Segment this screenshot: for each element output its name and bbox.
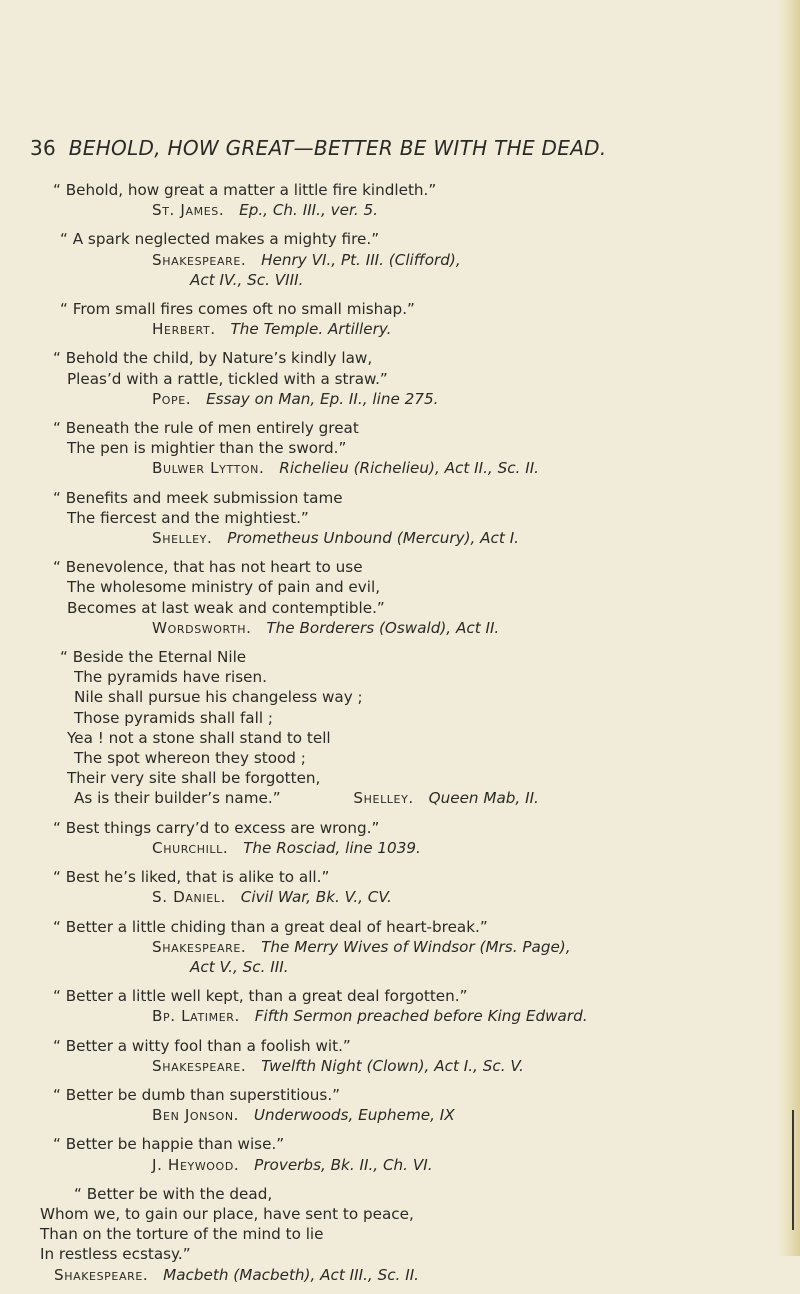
work: Civil War, Bk. V., CV. xyxy=(240,888,392,907)
author: Bp. Latimer. xyxy=(152,1007,240,1026)
author: Ben Jonson. xyxy=(152,1106,240,1125)
author: St. James. xyxy=(152,201,225,220)
attribution xyxy=(353,788,538,808)
quote-line: “ Best things carry’d to excess are wrong.” xyxy=(53,818,380,837)
work: The Rosciad, line 1039. xyxy=(243,838,421,857)
author: Churchill. xyxy=(152,838,229,857)
quote-line: “ Beneath the rule of men entirely great xyxy=(53,419,359,438)
author: Herbert. xyxy=(152,320,216,339)
quote-line: Whom we, to gain our place, have sent to peace, xyxy=(40,1204,414,1223)
author: Shakespeare. xyxy=(152,250,247,269)
page-header xyxy=(30,136,607,160)
attribution xyxy=(40,1006,760,1026)
binding-line xyxy=(792,1110,794,1230)
quote-line: The spot whereon they stood ; xyxy=(74,749,306,768)
quotation-entry xyxy=(40,348,760,409)
work: Proverbs, Bk. II., Ch. VI. xyxy=(254,1155,433,1174)
work: Queen Mab, II. xyxy=(428,789,539,808)
attribution xyxy=(40,389,760,409)
work: Henry VI., Pt. III. (Clifford), xyxy=(261,250,461,269)
quote-line: “ Benefits and meek submission tame xyxy=(53,488,343,507)
quotation-entry xyxy=(40,986,760,1026)
running-title: BEHOLD, HOW GREAT—BETTER BE WITH THE DEAD. xyxy=(68,136,607,160)
work: Underwoods, Eupheme, IX xyxy=(253,1106,455,1125)
author: Pope. xyxy=(152,389,192,408)
quotation-entry xyxy=(40,229,760,290)
author: Shakespeare. xyxy=(54,1265,149,1284)
author: S. Daniel. xyxy=(152,888,226,907)
quote-line: “ Behold, how great a matter a little fire kindleth.” xyxy=(53,181,437,199)
work: Essay on Man, Ep. II., line 275. xyxy=(206,389,439,408)
work-continued: Act V., Sc. III. xyxy=(190,957,289,976)
attribution xyxy=(40,838,760,858)
attribution xyxy=(40,458,760,478)
author: Bulwer Lytton. xyxy=(152,459,265,478)
quote-line: Becomes at last weak and contemptible.” xyxy=(67,598,385,617)
quote-line: “ Better be with the dead, xyxy=(74,1184,273,1203)
attribution xyxy=(40,1265,760,1285)
quotation-entry xyxy=(40,418,760,479)
work: The Temple. Artillery. xyxy=(230,320,392,339)
quote-line: Yea ! not a stone shall stand to tell xyxy=(67,728,331,747)
work: Ep., Ch. III., ver. 5. xyxy=(239,201,378,220)
quote-line: Than on the torture of the mind to lie xyxy=(40,1225,324,1244)
attribution xyxy=(40,1155,760,1175)
attribution xyxy=(40,1056,760,1076)
work: The Borderers (Oswald), Act II. xyxy=(266,618,500,637)
work: Fifth Sermon preached before King Edward. xyxy=(254,1007,588,1026)
page-edge-shadow xyxy=(778,0,800,1256)
quotation-entry xyxy=(40,647,760,809)
quote-line: Those pyramids shall fall ; xyxy=(74,708,274,727)
work-continued: Act IV., Sc. VIII. xyxy=(190,270,304,289)
quote-line: The pyramids have risen. xyxy=(74,668,267,687)
quotation-entry xyxy=(40,1134,760,1174)
quote-line: The wholesome ministry of pain and evil, xyxy=(67,578,381,597)
attribution xyxy=(40,250,760,270)
author: Wordsworth. xyxy=(152,618,252,637)
quote-line: Their very site shall be forgotten, xyxy=(67,769,321,788)
quote-line xyxy=(40,788,760,808)
attribution xyxy=(40,319,760,339)
quote-line: “ Beside the Eternal Nile xyxy=(60,648,247,667)
quotation-entry xyxy=(40,299,760,339)
quote-line: “ Better be happie than wise.” xyxy=(53,1135,285,1154)
quote-line: “ Better a little well kept, than a great deal forgotten.” xyxy=(53,987,468,1006)
quotation-entry xyxy=(40,488,760,549)
quote-line: “ Behold the child, by Nature’s kindly law, xyxy=(53,349,373,368)
work: Prometheus Unbound (Mercury), Act I. xyxy=(227,529,520,548)
author: Shakespeare. xyxy=(152,937,247,956)
author: Shakespeare. xyxy=(152,1056,247,1075)
quotation-entry xyxy=(40,1085,760,1125)
work: Richelieu (Richelieu), Act II., Sc. II. xyxy=(279,459,539,478)
quotation-entry xyxy=(40,1036,760,1076)
page-number: 36 xyxy=(30,136,57,160)
author: Shelley. xyxy=(353,789,414,808)
quote-line: “ Best he’s liked, that is alike to all.” xyxy=(53,868,330,887)
quote-line: “ From small fires comes oft no small mishap.” xyxy=(60,300,415,319)
quotation-entry xyxy=(40,557,760,638)
quote-line: Pleas’d with a rattle, tickled with a straw.” xyxy=(67,369,388,388)
quotation-list xyxy=(40,180,760,1294)
quote-line: Nile shall pursue his changeless way ; xyxy=(74,688,363,707)
quotation-entry xyxy=(40,867,760,907)
quote-line: The pen is mightier than the sword.” xyxy=(67,439,347,458)
quotation-entry xyxy=(40,818,760,858)
quote-line: “ Benevolence, that has not heart to use xyxy=(53,558,363,577)
quotation-entry xyxy=(40,180,760,220)
quote-line: The fiercest and the mightiest.” xyxy=(67,508,309,527)
quote-line-text: As is their builder’s name.” xyxy=(74,789,281,808)
attribution xyxy=(40,528,760,548)
author: J. Heywood. xyxy=(152,1155,240,1174)
quotation-entry xyxy=(40,917,760,978)
attribution xyxy=(40,200,760,220)
quotation-entry xyxy=(40,1184,760,1285)
work: The Merry Wives of Windsor (Mrs. Page), xyxy=(261,937,571,956)
attribution xyxy=(40,1105,760,1125)
attribution xyxy=(40,887,760,907)
quote-line: “ A spark neglected makes a mighty fire.” xyxy=(60,230,380,249)
quote-line: “ Better be dumb than superstitious.” xyxy=(53,1085,341,1104)
quote-line: In restless ecstasy.” xyxy=(40,1245,191,1264)
quote-line: “ Better a little chiding than a great deal of heart-break.” xyxy=(53,917,488,936)
quote-line: “ Better a witty fool than a foolish wit.” xyxy=(53,1036,351,1055)
author: Shelley. xyxy=(152,529,213,548)
work: Macbeth (Macbeth), Act III., Sc. II. xyxy=(163,1265,419,1284)
attribution xyxy=(40,618,760,638)
attribution xyxy=(40,937,760,957)
work: Twelfth Night (Clown), Act I., Sc. V. xyxy=(261,1056,524,1075)
